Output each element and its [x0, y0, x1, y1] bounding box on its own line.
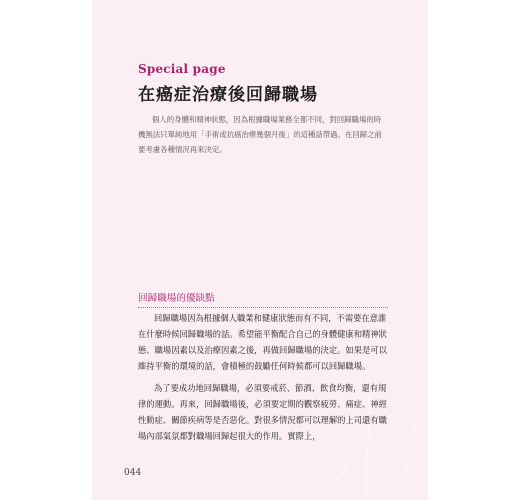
- body-text: [138, 310, 388, 450]
- page-title: 在癌症治療後回歸職場: [138, 85, 318, 105]
- book-page: [92, 0, 428, 500]
- section-heading: 回歸職場的優缺點: [138, 290, 388, 308]
- intro-paragraph: 個人的身體和精神狀態，因為根據職場業務全都不同，對回歸職場的時機無法只單純地用「手術或抗癌治療幾個月後」的這種話帶過。在回歸之前要考慮各種情況再來決定。: [138, 115, 382, 154]
- special-page-kicker: Special page: [138, 62, 226, 76]
- body-paragraph-2: 為了要成功地回歸職場，必須要戒菸、節酒、飲食均衡，還有規律的運動。再來，回歸職場後，必須要定期的觀察疲勞、痛症、神經性動症、關節疾病等是否惡化。對很多情況都可以理解的上司還有職場內部氣氛都對職場回歸起很大的作用。實際上，: [138, 383, 387, 441]
- page-number: 044: [124, 468, 142, 478]
- body-paragraph-1: 回歸職場因為根據個人職業和健康狀態而有不同，不需要在意誰在什麼時候回歸職場的話。希望能平衡配合自己的身體健康和精神狀態、職場因素以及治療因素之後，再做回歸職場的決定。如果是可以維持平衡的環境的話，會積極的鼓勵任何時候都可以回歸職場。: [138, 313, 387, 371]
- intro-text: [138, 112, 388, 157]
